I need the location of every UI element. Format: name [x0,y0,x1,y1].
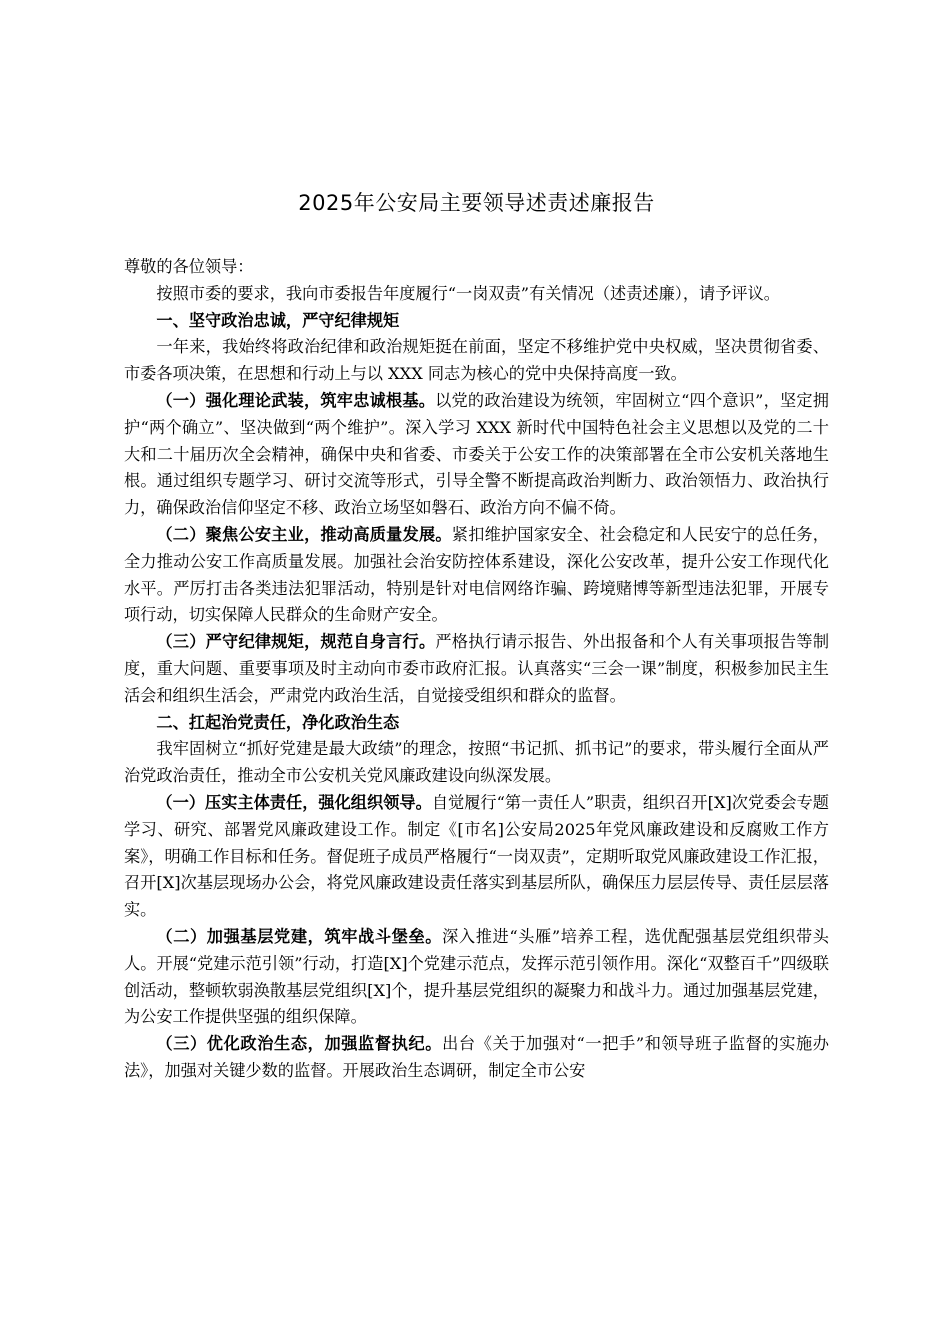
section1-sub2-lead: （二）聚焦公安主业，推动高质量发展。 [156,524,452,544]
section1-paragraph: 一年来，我始终将政治纪律和政治规矩挺在前面，坚定不移维护党中央权威，坚决贯彻省委、市委各项决策，在思想和行动上与以 XXX 同志为核心的党中央保持高度一致。 [124,337,829,384]
document-title: 2025年公安局主要领导述责述廉报告 [298,191,655,215]
section2-sub1-lead: （一）压实主体责任，强化组织领导。 [156,792,432,812]
section1-heading: 一、坚守政治忠诚，严守纪律规矩 [156,310,400,330]
section2-paragraph: 我牢固树立“抓好党建是最大政绩”的理念，按照“书记抓、抓书记”的要求，带头履行全面从严治党政治责任，推动全市公安机关党风廉政建设向纵深发展。 [124,739,829,786]
section2-sub3-lead: （三）优化政治生态，加强监督执纪。 [156,1034,443,1054]
section1-sub1 [124,388,829,522]
section2-sub3 [124,1031,829,1085]
section1-sub3 [124,629,829,709]
section1-sub2 [124,522,829,629]
section2-sub2-text: 深入推进“头雁”培养工程，选优配强基层党组织带头人。开展“党建示范引领”行动，打造[X]个党建示范点，发挥示范引领作用。深化“双整百千”四级联创活动，整顿软弱涣散基层党组织[X]个，提升基层党组织的凝聚力和战斗力。通过加强基层党建，为公安工作提供坚强的组织保障。 [124,926,829,1027]
section2-sub2-lead: （二）加强基层党建，筑牢战斗堡垒。 [156,926,443,946]
section1-sub1-text: 以党的政治建设为统领，牢固树立“四个意识”，坚定拥护“两个确立”、坚决做到“两个维护”。深入学习 XXX 新时代中国特色社会主义思想以及党的二十大和二十届历次全会精神，确保中央和省委、市委关于公安工作的决策部署在全市公安机关落地生根。通过组织专题学习、研讨交流等形式，引导全警不断提高政治判断力、政治领悟力、政治执行力，确保政治信仰坚定不移、政治立场坚如磐石、政治方向不偏不倚。 [124,390,829,518]
section2-sub3-text: 出台《关于加强对“一把手”和领导班子监督的实施办法》，加强对关键少数的监督。开展政治生态调研，制定全市公安 [124,1034,829,1080]
intro-paragraph: 按照市委的要求，我向市委报告年度履行“一岗双责”有关情况（述责述廉），请予评议。 [156,283,780,303]
section2-sub1 [124,790,829,924]
section1-sub1-lead: （一）强化理论武装，筑牢忠诚根基。 [156,390,436,410]
section1-sub3-text: 严格执行请示报告、外出报备和个人有关事项报告等制度，重大问题、重要事项及时主动向市委市政府汇报。认真落实“三会一课”制度，积极参加民主生活会和组织生活会，严肃党内政治生活，自觉接受组织和群众的监督。 [124,632,830,705]
section1-sub3-lead: （三）严守纪律规矩，规范自身言行。 [156,632,436,652]
section2-heading: 二、扛起治党责任，净化政治生态 [156,712,400,732]
document-body [124,254,829,1085]
section2-sub2 [124,924,829,1031]
salutation: 尊敬的各位领导： [124,257,254,276]
section2-sub1-text: 自觉履行“第一责任人”职责，组织召开[X]次党委会专题学习、研究、部署党风廉政建设工作。制定《[市名]公安局2025年党风廉政建设和反腐败工作方案》，明确工作目标和任务。督促班子成员严格履行“一岗双责”，定期听取党风廉政建设工作汇报，召开[X]次基层现场办公会，将党风廉政建设责任落实到基层所队，确保压力层层传导、责任层层落实。 [124,792,829,920]
section1-sub2-text: 紧扣维护国家安全、社会稳定和人民安宁的总任务，全力推动公安工作高质量发展。加强社会治安防控体系建设，深化公安改革，提升公安工作现代化水平。严厉打击各类违法犯罪活动，特别是针对电信网络诈骗、跨境赌博等新型违法犯罪，开展专项行动，切实保障人民群众的生命财产安全。 [124,524,829,625]
